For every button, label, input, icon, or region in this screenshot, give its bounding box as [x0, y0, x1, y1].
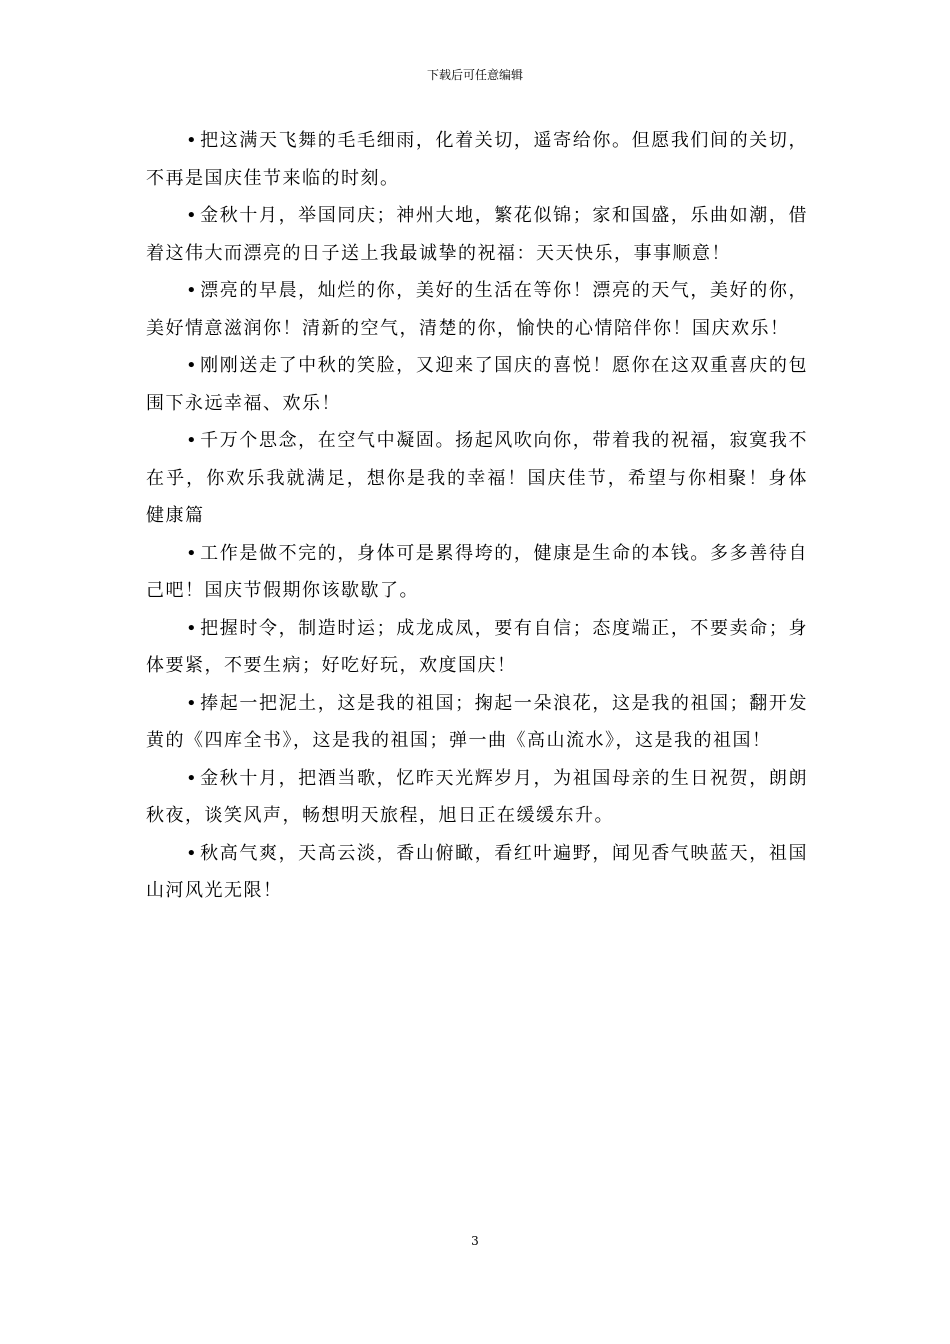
list-item [146, 197, 808, 272]
bullet-icon: • [186, 205, 199, 226]
paragraph-text: 秋高气爽，天高云淡，香山俯瞰，看红叶遍野，闻见香气映蓝天，祖国山河风光无限！ [146, 842, 808, 901]
bullet-icon: • [186, 355, 199, 376]
bullet-icon: • [186, 130, 199, 151]
list-item [146, 685, 808, 760]
list-item [146, 535, 808, 610]
paragraph-text: 金秋十月，把酒当歌，忆昨天光辉岁月，为祖国母亲的生日祝贺，朗朗秋夜，谈笑风声，畅想明天旅程，旭日正在缓缓东升。 [146, 767, 808, 826]
paragraph-text: 工作是做不完的，身体可是累得垮的，健康是生命的本钱。多多善待自己吧！国庆节假期你该歇歇了。 [146, 542, 808, 601]
document-body [146, 122, 808, 910]
paragraph-text: 漂亮的早晨，灿烂的你，美好的生活在等你！漂亮的天气，美好的你，美好情意滋润你！清新的空气，清楚的你，愉快的心情陪伴你！国庆欢乐！ [146, 280, 808, 339]
list-item [146, 122, 808, 197]
list-item [146, 835, 808, 910]
bullet-icon: • [186, 692, 199, 714]
bullet-icon: • [186, 767, 199, 789]
paragraph-text: 千万个思念，在空气中凝固。扬起风吹向你，带着我的祝福，寂寞我不在乎，你欢乐我就满足，想你是我的幸福！国庆佳节，希望与你相聚！身体健康篇 [146, 430, 808, 526]
paragraph-text: 刚刚送走了中秋的笑脸，又迎来了国庆的喜悦！愿你在这双重喜庆的包围下永远幸福、欢乐！ [146, 355, 808, 414]
bullet-icon: • [186, 617, 199, 639]
bullet-icon: • [186, 280, 199, 301]
bullet-icon: • [186, 430, 199, 451]
page-number: 3 [471, 1234, 479, 1248]
paragraph-text: 把握时令，制造时运；成龙成凤，要有自信；态度端正，不要卖命；身体要紧，不要生病；好吃好玩，欢度国庆！ [146, 617, 808, 676]
bullet-icon: • [186, 842, 199, 864]
list-item [146, 347, 808, 422]
bullet-icon: • [186, 542, 199, 564]
paragraph-text: 把这满天飞舞的毛毛细雨，化着关切，遥寄给你。但愿我们间的关切，不再是国庆佳节来临的时刻。 [146, 130, 808, 189]
list-item [146, 272, 808, 347]
list-item [146, 760, 808, 835]
page-header: 下载后可任意编辑 [426, 68, 523, 82]
list-item [146, 610, 808, 685]
list-item [146, 422, 808, 535]
paragraph-text: 捧起一把泥土，这是我的祖国；掬起一朵浪花，这是我的祖国；翻开发黄的《四库全书》，这是我的祖国；弹一曲《高山流水》，这是我的祖国！ [146, 692, 808, 751]
paragraph-text: 金秋十月，举国同庆；神州大地，繁花似锦；家和国盛，乐曲如潮，借着这伟大而漂亮的日子送上我最诚挚的祝福：天天快乐，事事顺意！ [146, 205, 808, 264]
